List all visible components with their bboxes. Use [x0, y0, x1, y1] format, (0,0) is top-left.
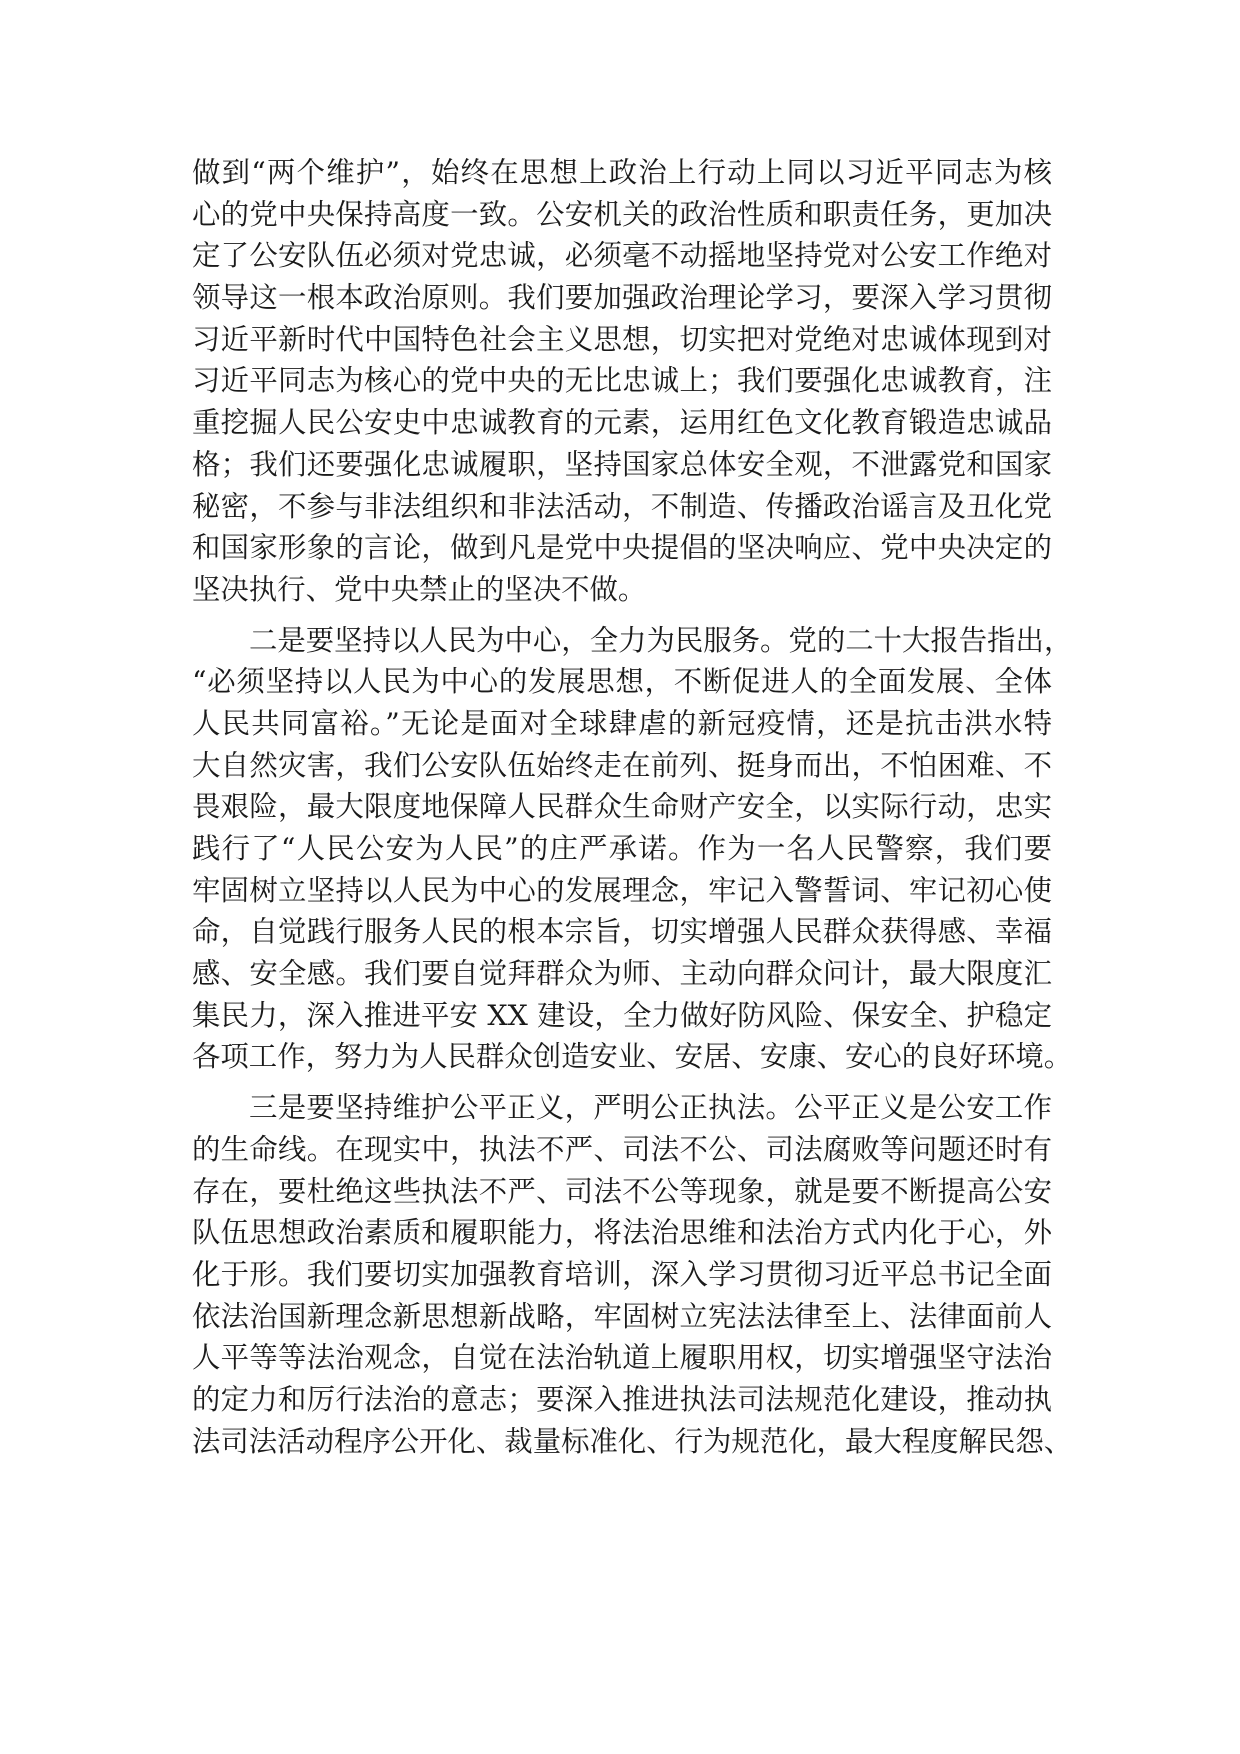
text-line: 感、安全感。我们要自觉拜群众为师、主动向群众问计，最大限度汇	[192, 957, 1052, 991]
text-line: 化于形。我们要切实加强教育培训，深入学习贯彻习近平总书记全面	[192, 1257, 1052, 1291]
text-line: 大自然灾害，我们公安队伍始终走在前列、挺身而出，不怕困难、不	[192, 748, 1052, 782]
text-line: 和国家形象的言论，做到凡是党中央提倡的坚决响应、党中央决定的	[192, 531, 1052, 565]
paragraph-1	[192, 152, 1052, 611]
text-line: 定了公安队伍必须对党忠诚，必须毫不动摇地坚持党对公安工作绝对	[192, 239, 1052, 273]
text-line: 格；我们还要强化忠诚履职，坚持国家总体安全观，不泄露党和国家	[192, 447, 1052, 481]
text-line: 队伍思想政治素质和履职能力，将法治思维和法治方式内化于心，外	[192, 1216, 1052, 1250]
text-line: 做到“两个维护”，始终在思想上政治上行动上同以习近平同志为核	[192, 156, 1052, 189]
paragraph-2	[192, 620, 1073, 1079]
text-line: 三是要坚持维护公平正义，严明公正执法。公平正义是公安工作	[249, 1091, 1052, 1125]
text-line: 二是要坚持以人民为中心，全力为民服务。党的二十大报告指出，	[249, 623, 1073, 657]
text-line: 习近平新时代中国特色社会主义思想，切实把对党绝对忠诚体现到对	[192, 322, 1052, 356]
text-line: 领导这一根本政治原则。我们要加强政治理论学习，要深入学习贯彻	[192, 281, 1052, 315]
text-line: 践行了“人民公安为人民”的庄严承诺。作为一名人民警察，我们要	[192, 832, 1052, 865]
document-body	[192, 152, 1073, 1471]
text-line: 畏艰险，最大限度地保障人民群众生命财产安全，以实际行动，忠实	[192, 790, 1052, 824]
text-line: 的定力和厉行法治的意志；要深入推进执法司法规范化建设，推动执	[192, 1382, 1052, 1416]
text-line: 法司法活动程序公开化、裁量标准化、行为规范化，最大程度解民怨、	[192, 1424, 1073, 1458]
text-line: 重挖掘人民公安史中忠诚教育的元素，运用红色文化教育锻造忠诚品	[192, 406, 1052, 440]
text-line: 各项工作，努力为人民群众创造安业、安居、安康、安心的良好环境。	[192, 1040, 1073, 1074]
text-line: 习近平同志为核心的党中央的无比忠诚上；我们要强化忠诚教育，注	[192, 364, 1052, 398]
text-line: 存在，要杜绝这些执法不严、司法不公等现象，就是要不断提高公安	[192, 1174, 1052, 1208]
text-line: 心的党中央保持高度一致。公安机关的政治性质和职责任务，更加决	[192, 197, 1052, 231]
text-line: 依法治国新理念新思想新战略，牢固树立宪法法律至上、法律面前人	[192, 1299, 1052, 1333]
paragraph-3	[192, 1087, 1073, 1462]
text-line: 集民力，深入推进平安 XX 建设，全力做好防风险、保安全、护稳定	[192, 998, 1052, 1032]
text-line: 牢固树立坚持以人民为中心的发展理念，牢记入警誓词、牢记初心使	[192, 873, 1052, 907]
text-line: 坚决执行、党中央禁止的坚决不做。	[192, 572, 647, 606]
text-line: 人民共同富裕。”无论是面对全球肆虐的新冠疫情，还是抗击洪水特	[192, 706, 1052, 740]
text-line: 的生命线。在现实中，执法不严、司法不公、司法腐败等问题还时有	[192, 1132, 1052, 1166]
text-line: 人平等等法治观念，自觉在法治轨道上履职用权，切实增强坚守法治	[192, 1341, 1052, 1375]
text-line: 秘密，不参与非法组织和非法活动，不制造、传播政治谣言及丑化党	[192, 489, 1052, 523]
text-line: “必须坚持以人民为中心的发展思想，不断促进人的全面发展、全体	[192, 665, 1052, 699]
text-line: 命，自觉践行服务人民的根本宗旨，切实增强人民群众获得感、幸福	[192, 915, 1052, 949]
